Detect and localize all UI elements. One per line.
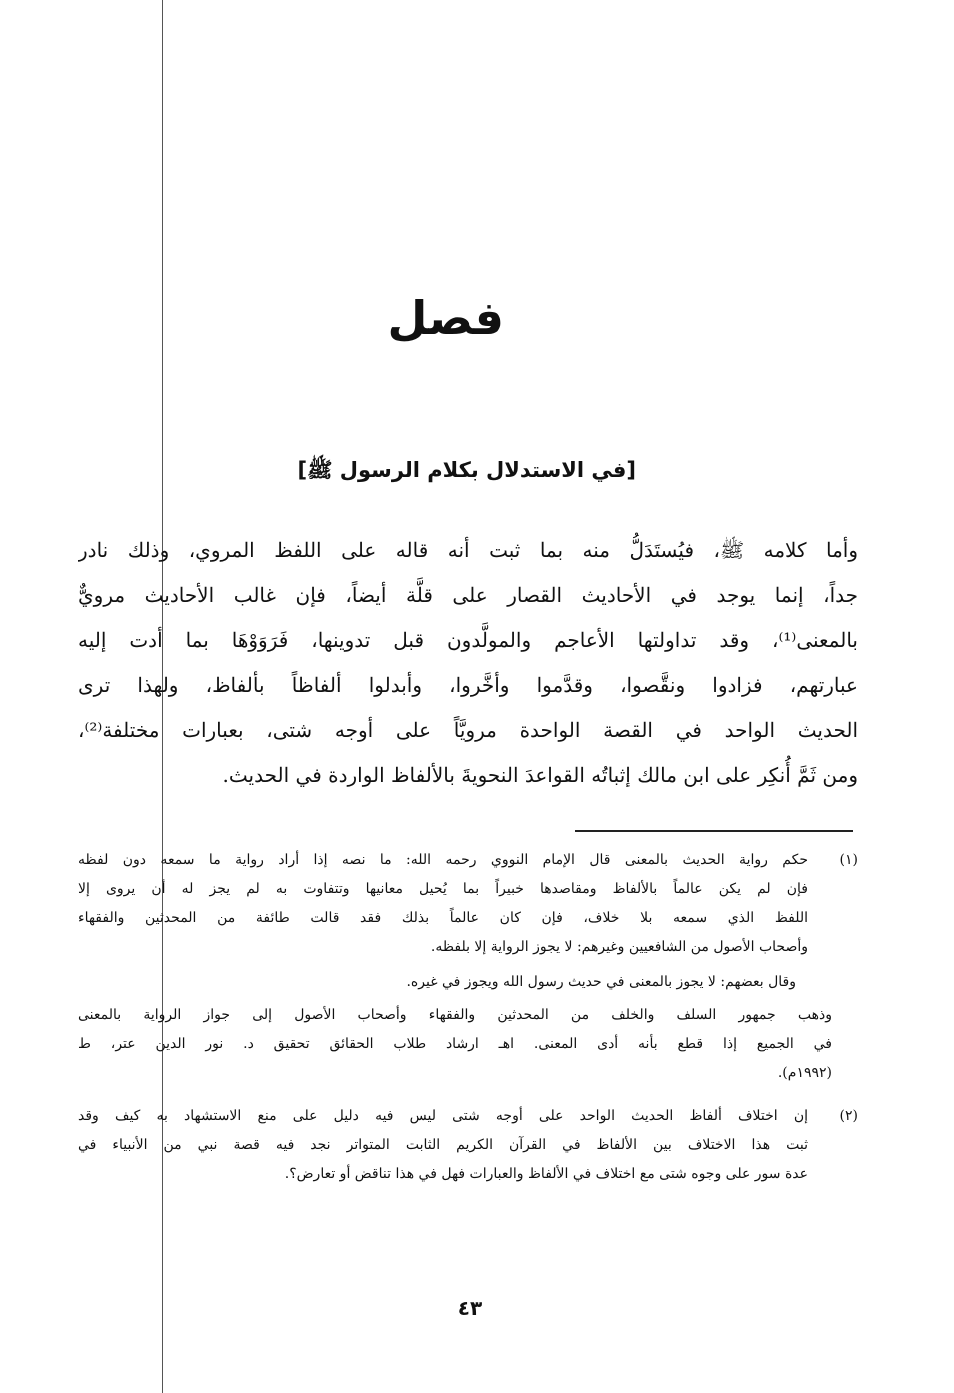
footnote-number: (١) xyxy=(839,852,858,868)
footnote-line: إن اختلاف ألفاظ الحديث الواحد على أوجه شتى ليس فيه دليل على منع الاستشهاد به كيف وقد xyxy=(78,1108,808,1124)
footnote-line: حكم رواية الحديث بالمعنى قال الإمام النووي رحمه الله: ما نصه إذا أراد رواية ما سمعه دون لفظه xyxy=(78,852,808,868)
footnote-line: في الجميع إذا قطع بأنه أدى المعنى. اهـ ارشاد طلاب الحقائق تحقيق د. نور الدين عتر، ط xyxy=(78,1036,832,1052)
footnote-separator xyxy=(575,830,853,832)
footnote-2 xyxy=(78,1102,858,1189)
page-number: ٤٣ xyxy=(457,1296,483,1320)
section-title: [في الاستدلال بكلام الرسول ﷺ] xyxy=(297,458,636,482)
paragraph-line: بالمعنى⁽¹⁾، وقد تداولتها الأعاجم والمولَّدون قبل تدوينها، فَرَوَوْهَا بما أدت إليه xyxy=(78,628,858,652)
footnotes xyxy=(78,846,858,1195)
paragraph-line: وأما كلامه ﷺ، فيُستَدَلُّ منه بما ثبت أنه قاله على اللفظ المروي، وذلك نادر xyxy=(78,538,858,562)
footnote-line: وقال بعضهم: لا يجوز بالمعنى في حديث رسول الله ويجوز في غيره. xyxy=(406,974,796,990)
footnote-number: (٢) xyxy=(839,1108,858,1124)
paragraph-line: ومن ثَمَّ أُنكِر على ابن مالك إثباتُه القواعدَ النحويةَ بالألفاظ الواردة في الحديث. xyxy=(222,763,858,787)
footnote-1 xyxy=(78,846,858,997)
footnote-line: فإن لم يكن عالماً بالألفاظ ومقاصدها خبيراً بما يُحيل معانيها وتتفاوت به لم يجز له أن يروى إلا xyxy=(78,881,808,897)
footnote-line: (١٩٩٢م). xyxy=(777,1065,832,1081)
paragraph-line: جداً، إنما يوجد في الأحاديث القصار على قلَّة أيضاً، فإن غالب الأحاديث مرويٌّ xyxy=(78,583,858,607)
footnote-line: وذهب جمهور السلف والخلف من المحدثين والفقهاء وأصحاب الأصول إلى جواز الرواية بالمعنى xyxy=(78,1007,832,1023)
footnote-line: عدة سور على وجوه شتى مع اختلاف في الألفاظ والعبارات فهل في هذا تناقض أو تعارض؟. xyxy=(284,1166,808,1182)
chapter-title: فصل xyxy=(387,291,504,345)
footnote-1-continuation xyxy=(78,1001,858,1088)
footnote-line: وأصحاب الأصول من الشافعيين وغيرهم: لا يجوز الرواية إلا بلفظه. xyxy=(430,939,808,955)
main-paragraph xyxy=(78,528,858,798)
paragraph-line: عبارتهم، فزادوا ونقَّصوا، وقدَّموا وأخَّروا، وأبدلوا ألفاظاً بألفاظ، ولهذا ترى xyxy=(78,673,858,697)
footnote-line: اللفظ الذي سمعه بلا خلاف، فإن كان عالماً بذلك فقد قالت طائفة من المحدثين والفقهاء xyxy=(78,910,808,926)
footnote-subparagraph xyxy=(78,968,808,997)
paragraph-line: الحديث الواحد في القصة الواحدة مرويَّاً على أوجه شتى، بعبارات مختلفة⁽²⁾، xyxy=(78,718,858,742)
footnote-line: ثبت هذا الاختلاف بين الألفاظ في القرآن الكريم الثابت المتواتر نجد فيه قصة نبي من الأنبياء في xyxy=(78,1137,808,1153)
